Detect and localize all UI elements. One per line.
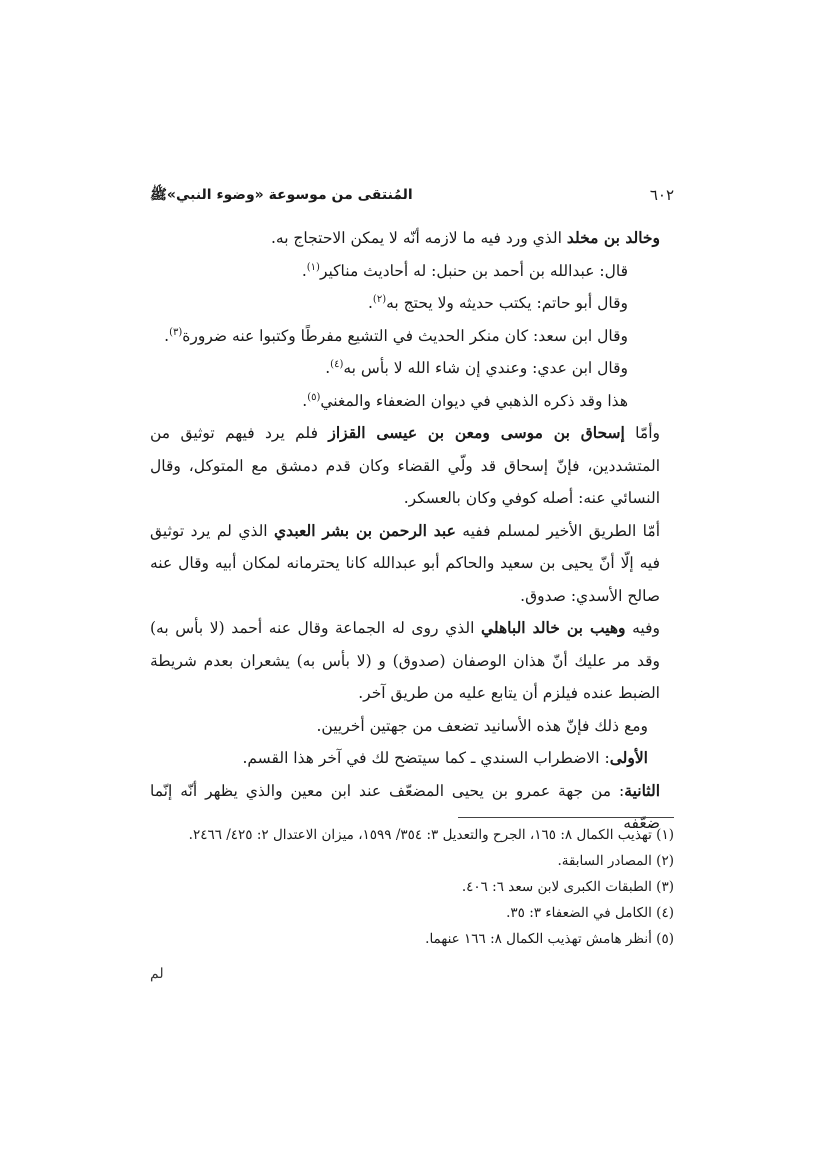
paragraph — [150, 385, 674, 418]
paragraph-text: وقال ابن عدي: وعندي إن شاء الله لا بأس به — [343, 359, 628, 377]
paragraph-text: : من جهة عمرو بن يحيى المضعّف عند ابن معين والذي يظهر أنّه إنّما ضعّفه — [150, 781, 660, 832]
paragraph-text: فلم يرد فيهم توثيق من المتشددين، فإنّ إسحاق قد ولّي القضاء وكان قدم دمشق مع المتوكل، وقال النسائي عنه: أصله كوفي وكان بالعسكر. — [150, 424, 660, 507]
paragraph-text: الذي روى له الجماعة وقال عنه أحمد (لا بأس به) وقد مر عليك أنّ هذان الوصفان (صدوق) و (لا بأس به) يشعران بعدم شريطة الضبط عنده فيلزم أن يتابع عليه من طريق آخر. — [150, 619, 660, 702]
footnote-ref: (٥) — [307, 391, 321, 403]
paragraph-text: وقال أبو حاتم: يكتب حديثه ولا يحتج به — [386, 294, 628, 312]
paragraph — [150, 515, 674, 613]
footnote-ref: (٤) — [330, 358, 344, 370]
footnote: (٢) المصادر السابقة. — [557, 853, 674, 869]
paragraph — [150, 417, 674, 515]
page-number: ٦٠٢ — [649, 186, 674, 204]
footnote: (٥) أنظر هامش تهذيب الكمال ٨: ١٦٦ عنهما. — [425, 931, 674, 947]
paragraph — [150, 352, 674, 385]
paragraph-text: ومع ذلك فإنّ هذه الأسانيد تضعف من جهتين أخريين. — [316, 716, 648, 735]
paragraph-text: . — [325, 359, 331, 377]
paragraph-text: . — [302, 391, 308, 410]
paragraph — [150, 742, 674, 775]
footnote-separator — [458, 817, 674, 818]
footnote-ref: (٢) — [372, 293, 387, 305]
footnote: (١) تهذيب الكمال ٨: ١٦٥، الجرح والتعديل ٣: ٣٥٤/ ١٥٩٩، ميزان الاعتدال ٢: ٤٢٥/ ٢٤٦٦. — [188, 827, 674, 843]
footnote: (٣) الطبقات الكبرى لابن سعد ٦: ٤٠٦. — [461, 879, 674, 895]
paragraph-text: . — [301, 261, 307, 280]
paragraph-text: الذي ورد فيه ما لازمه أنّه لا يمكن الاحتجاج به. — [270, 229, 567, 247]
paragraph-text: . — [367, 294, 373, 312]
paragraph-text: . — [164, 326, 170, 345]
paragraph-text: الذي لم يرد توثيق فيه إلّا أنّ يحيى بن سعيد والحاكم أبو عبدالله كانا يحترمانه لمكان أبيه وقال عنه صالح الأسدي: صدوق. — [150, 521, 660, 605]
paragraph — [150, 255, 674, 288]
point-label: الثانية — [624, 780, 660, 800]
main-text — [150, 222, 674, 840]
paragraph-text: وأمّا — [624, 424, 660, 442]
narrator-name: إسحاق بن موسى ومعن بن عيسى القزاز — [328, 423, 625, 442]
paragraph-text: وقال ابن سعد: كان منكر الحديث في التشيع مفرطًا وكتبوا عنه ضرورة — [182, 326, 628, 345]
paragraph-text: هذا وقد ذكره الذهبي في ديوان الضعفاء والمغني — [320, 391, 628, 410]
footnote-ref: (١) — [306, 261, 320, 273]
footnote-ref: (٣) — [169, 326, 183, 338]
paragraph — [150, 287, 674, 320]
narrator-name: عبد الرحمن بن بشر العبدي — [274, 520, 456, 540]
paragraph — [150, 710, 674, 743]
paragraph-text: وفيه — [625, 619, 660, 637]
point-label: الأولى — [609, 748, 648, 767]
paragraph — [150, 320, 674, 353]
footnote: (٤) الكامل في الضعفاء ٣: ٣٥. — [506, 905, 674, 921]
paragraph — [150, 612, 674, 710]
paragraph-text: أمّا الطريق الأخير لمسلم ففيه — [455, 521, 661, 540]
running-title: المُنتقى من موسوعة «وضوء النبي»ﷺ — [150, 187, 413, 203]
paragraph — [150, 222, 674, 255]
narrator-name: وخالد بن مخلد — [566, 228, 660, 247]
footnotes — [150, 822, 674, 952]
continuation-mark: لم — [150, 966, 164, 982]
paragraph-text: قال: عبدالله بن أحمد بن حنبل: له أحاديث مناكير — [319, 261, 628, 280]
paragraph-text: : الاضطراب السندي ـ كما سيتضح لك في آخر هذا القسم. — [242, 749, 610, 767]
narrator-name: وهيب بن خالد الباهلي — [480, 618, 626, 637]
